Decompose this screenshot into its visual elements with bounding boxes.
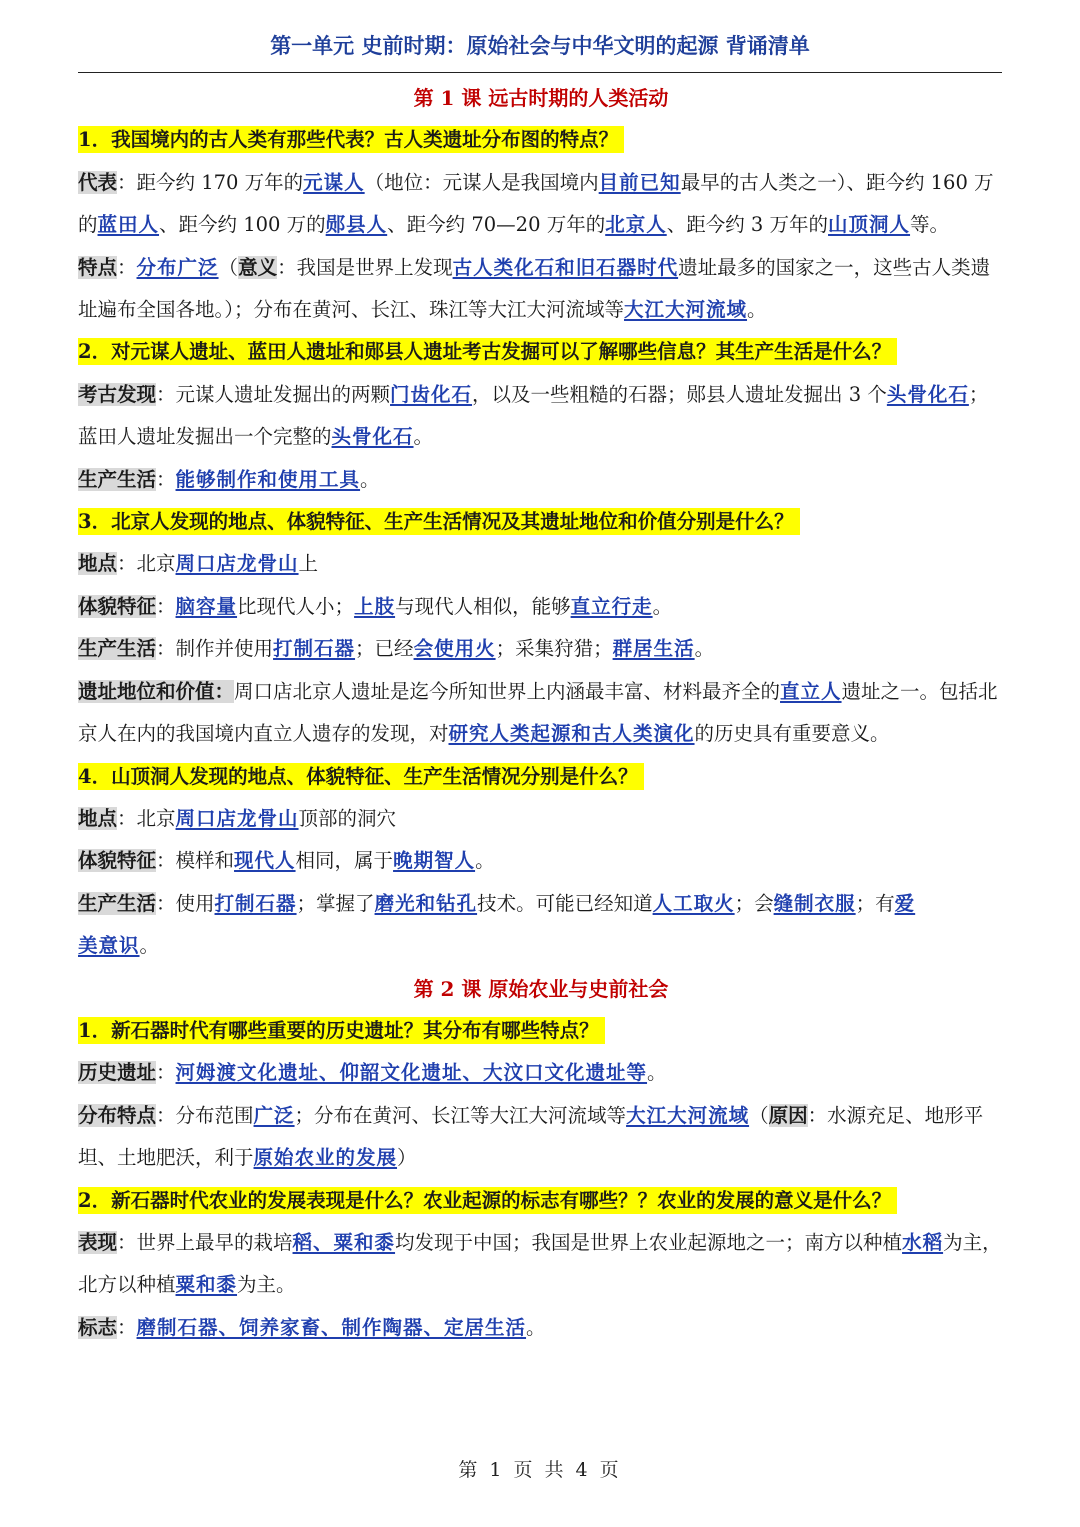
keyword: 脑容量 — [175, 594, 238, 618]
answer-physical-features: 体貌特征：脑容量比现代人小；上肢与现代人相似，能够直立行走。 — [78, 594, 673, 618]
keyword: 磨光和钻孔 — [374, 891, 478, 915]
keyword: 爱 — [894, 891, 916, 915]
question-1-3: 3．北京人发现的地点、体貌特征、生产生活情况及其遗址地位和价值分别是什么？ — [78, 501, 1004, 543]
keyword: 原始农业的发展 — [253, 1146, 398, 1170]
label-production-life: 生产生活 — [78, 637, 157, 661]
question-2-1: 1．新石器时代有哪些重要的历史遗址？其分布有哪些特点？ — [78, 1010, 1004, 1052]
label-representatives: 代表 — [78, 170, 118, 194]
answer-location: 地点：北京周口店龙骨山上 — [78, 552, 319, 576]
answer-physical-features: 体貌特征：模样和现代人相同，属于晚期智人。 — [78, 849, 495, 873]
keyword: 大江大河流域 — [624, 298, 748, 322]
label-historic-sites: 历史遗址 — [78, 1061, 157, 1085]
keyword: 缝制衣服 — [773, 891, 856, 915]
label-site-value: 遗址地位和价值： — [78, 679, 235, 703]
answer-historic-sites: 历史遗址：河姆渡文化遗址、仰韶文化遗址、大汶口文化遗址等。 — [78, 1061, 667, 1085]
answer-representatives: 代表：距今约 170 万年的元谋人（地位：元谋人是我国境内目前已知最早的古人类之一）、距今约 160 万的蓝田人、距今约 100 万的郧县人、距今约 70—20 万年的北京人、距今约 3 万年的山顶洞人等。 — [78, 170, 994, 237]
keyword: 稻、粟和黍 — [292, 1230, 396, 1254]
answer-site-value: 遗址地位和价值：周口店北京人遗址是迄今所知世界上内涵最丰富、材料最齐全的直立人遗址之一。包括北京人在内的我国境内直立人遗存的发现，对研究人类起源和古人类演化的历史具有重要意义。 — [78, 679, 998, 746]
keyword: 大江大河流域 — [626, 1103, 750, 1127]
keyword: 广泛 — [253, 1103, 295, 1127]
label-physical-features: 体貌特征 — [78, 849, 157, 873]
keyword: 水稻 — [902, 1230, 944, 1254]
keyword: 打制石器 — [273, 637, 356, 661]
answer-distribution: 分布特点：分布范围广泛；分布在黄河、长江等大江大河流域等大江大河流域（原因：水源充足、地形平坦、土地肥沃，利于原始农业的发展） — [78, 1103, 984, 1170]
label-production-life: 生产生活 — [78, 467, 157, 491]
page-header: 第一单元 史前时期：原始社会与中华文明的起源 背诵清单 — [78, 30, 1002, 73]
label-significance: 意义 — [238, 255, 278, 279]
keyword: 晚期智人 — [393, 849, 476, 873]
answer-production-life: 生产生活：制作并使用打制石器；已经会使用火；采集狩猎；群居生活。 — [78, 637, 715, 661]
keyword: 上肢 — [354, 594, 396, 618]
label-distribution: 分布特点 — [78, 1103, 157, 1127]
label-location: 地点 — [78, 806, 118, 830]
keyword: 美意识 — [78, 934, 140, 958]
keyword: 粟和黍 — [175, 1273, 238, 1297]
keyword: 能够制作和使用工具 — [175, 467, 361, 491]
keyword: 磨制石器、饲养家畜、制作陶器、定居生活 — [136, 1315, 527, 1339]
question-1-2: 2．对元谋人遗址、蓝田人遗址和郧县人遗址考古发掘可以了解哪些信息？其生产生活是什么？ — [78, 331, 1004, 373]
question-1-1: 1．我国境内的古人类有那些代表？古人类遗址分布图的特点？ — [78, 119, 1004, 161]
answer-production-life: 生产生活：使用打制石器；掌握了磨光和钻孔技术。可能已经知道人工取火；会缝制衣服；有爱 美意识。 — [78, 891, 916, 958]
keyword: 人工取火 — [652, 891, 735, 915]
keyword: 元谋人 — [303, 170, 365, 194]
keyword: 群居生活 — [612, 637, 695, 661]
keyword: 直立人 — [780, 679, 842, 703]
label-location: 地点 — [78, 552, 118, 576]
label-production-life: 生产生活 — [78, 891, 157, 915]
label-manifestation: 表现 — [78, 1230, 118, 1254]
question-2-2: 2．新石器时代农业的发展表现是什么？农业起源的标志有哪些？？农业的发展的意义是什么？ — [78, 1180, 1004, 1222]
document-body — [78, 77, 1004, 1349]
page-number: 第 1 页 共 4 页 — [458, 1459, 622, 1481]
keyword: 北京人 — [605, 213, 667, 237]
label-marks: 标志 — [78, 1315, 118, 1339]
keyword: 郧县人 — [325, 213, 388, 237]
keyword: 古人类化石和旧石器时代 — [452, 255, 679, 279]
label-archaeology: 考古发现 — [78, 382, 157, 406]
keyword: 河姆渡文化遗址、仰韶文化遗址、大汶口文化遗址等 — [175, 1061, 648, 1085]
keyword: 周口店龙骨山 — [175, 806, 299, 830]
keyword: 分布广泛 — [136, 255, 219, 279]
keyword: 门齿化石 — [390, 382, 473, 406]
answer-archaeology: 考古发现：元谋人遗址发掘出的两颗门齿化石，以及一些粗糙的石器；郧县人遗址发掘出 3 个头骨化石；蓝田人遗址发掘出一个完整的头骨化石。 — [78, 382, 989, 449]
keyword: 蓝田人 — [97, 213, 160, 237]
answer-features: 特点：分布广泛（意义：我国是世界上发现古人类化石和旧石器时代遗址最多的国家之一，这些古人类遗址遍布全国各地。）；分布在黄河、长江、珠江等大江大河流域等大江大河流域。 — [78, 255, 991, 322]
answer-production-life: 生产生活：能够制作和使用工具。 — [78, 467, 380, 491]
keyword: 周口店龙骨山 — [175, 552, 299, 576]
label-features: 特点 — [78, 255, 118, 279]
label-reason: 原因 — [768, 1103, 808, 1127]
keyword: 目前已知 — [598, 170, 681, 194]
question-1-4: 4．山顶洞人发现的地点、体貌特征、生产生活情况分别是什么？ — [78, 756, 1004, 798]
keyword: 打制石器 — [214, 891, 297, 915]
label-physical-features: 体貌特征 — [78, 594, 157, 618]
keyword: 头骨化石 — [886, 382, 969, 406]
keyword: 山顶洞人 — [828, 213, 911, 237]
lesson-1-title: 第 1 课 远古时期的人类活动 — [413, 86, 669, 110]
keyword: 头骨化石 — [331, 425, 414, 449]
answer-location: 地点：北京周口店龙骨山顶部的洞穴 — [78, 806, 397, 830]
lesson-2-title: 第 2 课 原始农业与史前社会 — [413, 976, 669, 1001]
answer-marks: 标志：磨制石器、饲养家畜、制作陶器、定居生活。 — [78, 1315, 546, 1339]
keyword: 会使用火 — [413, 637, 496, 661]
keyword: 现代人 — [234, 849, 296, 873]
keyword: 研究人类起源和古人类演化 — [448, 722, 695, 746]
keyword: 直立行走 — [570, 594, 653, 618]
answer-manifestation: 表现：世界上最早的栽培稻、粟和黍均发现于中国；我国是世界上农业起源地之一；南方以种植水稻为主，北方以种植粟和黍为主。 — [78, 1230, 1002, 1297]
